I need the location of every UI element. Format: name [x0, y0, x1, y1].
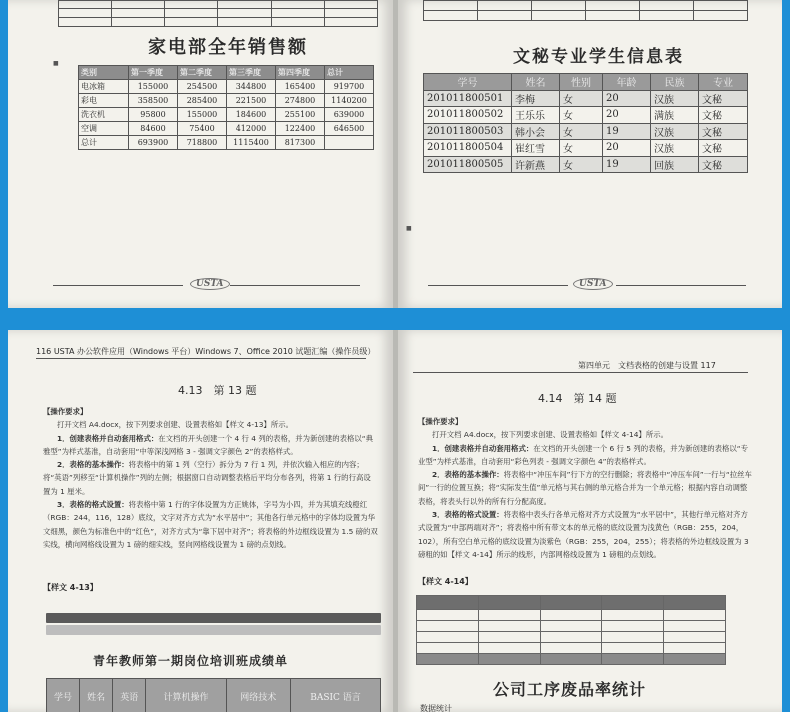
table-cell: 75400 — [178, 122, 227, 136]
table-cell: 412000 — [227, 122, 276, 136]
table-cell: 274800 — [276, 94, 325, 108]
sample-title: 公司工序废品率统计 — [493, 680, 647, 699]
table-cell: 满族 — [651, 107, 699, 124]
header-cell: 第三季度 — [227, 66, 276, 80]
table-cell: 20 — [603, 107, 651, 124]
footer-rule — [616, 285, 746, 286]
row-label: 洗衣机 — [79, 108, 129, 122]
table-cell: 201011800502 — [424, 107, 512, 124]
intro-line: 打开文档 A4.docx，按下列要求创建、设置表格如【样文 4-14】所示。 — [432, 430, 668, 440]
footer-rule — [230, 285, 360, 286]
step-heading: 1．创建表格并自动套用格式： — [432, 443, 534, 453]
table-row — [79, 80, 374, 94]
table-cell: 女 — [560, 156, 603, 173]
header-cell: 年龄 — [603, 74, 651, 91]
sample-table-bars — [46, 613, 381, 637]
table-cell: 693900 — [129, 136, 178, 150]
table-cell: 639000 — [325, 108, 374, 122]
publisher-logo: USTA — [190, 278, 230, 290]
requirements-label: 【操作要求】 — [418, 417, 463, 426]
table-cell: 184600 — [227, 108, 276, 122]
step-text: 将表格中“冲压车间”行下方的空行删除；将表格中“冲压车间”一行与“拉丝车间”一行的位置互换；将“实际发生值”单元格与其右侧的单元格合并为一个单元格；根据内容自动调整表格，将表头行以外的所有行分配高度。 — [418, 470, 752, 506]
top-photo-panel — [8, 0, 782, 308]
light-bar — [46, 625, 381, 635]
table-cell: 165400 — [276, 80, 325, 94]
top-left-remnant-table — [58, 0, 378, 27]
table-cell: 95800 — [129, 108, 178, 122]
table-cell: 20 — [603, 90, 651, 107]
sales-table — [78, 65, 374, 150]
header-rule — [413, 372, 748, 373]
header-cell: 民族 — [651, 74, 699, 91]
table-cell: 817300 — [276, 136, 325, 150]
table-cell — [325, 136, 374, 150]
intro-line: 打开文档 A4.docx，按下列要求创建、设置表格如【样文 4-13】所示。 — [57, 420, 293, 430]
header-cell: 英语 — [113, 679, 146, 712]
table-cell: 文秘 — [699, 140, 748, 157]
step-heading: 3．表格的格式设置： — [432, 510, 504, 520]
margin-dot: ■ — [406, 225, 412, 232]
student-table-title: 文秘专业学生信息表 — [513, 47, 684, 67]
header-cell: 专业 — [699, 74, 748, 91]
header-cell: 网络技术 — [226, 679, 291, 712]
table-cell: 201011800503 — [424, 123, 512, 140]
dark-bar — [46, 613, 381, 623]
table-cell: 汉族 — [651, 140, 699, 157]
table-cell: 254500 — [178, 80, 227, 94]
step-heading: 2．表格的基本操作： — [57, 460, 129, 470]
running-head: 第四单元 文档表格的创建与设置 117 — [578, 361, 716, 370]
table-cell: 文秘 — [699, 90, 748, 107]
row-label: 电冰箱 — [79, 80, 129, 94]
table-cell: 221500 — [227, 94, 276, 108]
table-cell: 回族 — [651, 156, 699, 173]
table-cell: 344800 — [227, 80, 276, 94]
table-row — [424, 140, 748, 157]
header-cell: 第一季度 — [129, 66, 178, 80]
step-text: 将表格中第 1 行的字体设置为方正姚体，字号为小四，并为其填充线橙红（RGB：244，116，128）底纹，文字对齐方式为“水平居中”；其他各行单元格中的字体均设置为华文细黑，颜色为标准色中的“红色”，对齐方式为“靠下居中对齐”；将表格的外边框线设置为 1.5 磅的双实线，横向网格线设置为 1 磅的细实线，竖向网格线设置为 1 磅的点划线。 — [43, 500, 378, 549]
header-cell: 姓名 — [512, 74, 560, 91]
table-cell: 汉族 — [651, 90, 699, 107]
table-cell: 255100 — [276, 108, 325, 122]
table-cell: 女 — [560, 123, 603, 140]
sample-title: 青年教师第一期岗位培训班成绩单 — [93, 654, 289, 668]
table-cell: 20 — [603, 140, 651, 157]
table-cell: 646500 — [325, 122, 374, 136]
row-label: 彩电 — [79, 94, 129, 108]
bottom-photo-panel — [8, 330, 782, 712]
step-heading: 1．创建表格并自动套用格式： — [57, 433, 159, 443]
running-head: 116 USTA 办公软件应用（Windows 平台）Windows 7、Office 2010 试题汇编（操作员级） — [36, 347, 376, 356]
table-row — [424, 90, 748, 107]
top-right-remnant-table — [423, 0, 748, 21]
margin-dot: ■ — [53, 60, 59, 67]
table-cell: 718800 — [178, 136, 227, 150]
sample-grade-table — [46, 678, 381, 712]
sales-table-title: 家电部全年销售额 — [148, 37, 308, 58]
instructions-text — [43, 405, 378, 551]
step-1 — [43, 432, 378, 459]
table-cell: 王乐乐 — [512, 107, 560, 124]
table-cell: 919700 — [325, 80, 374, 94]
table-cell: 女 — [560, 107, 603, 124]
bottom-left-page — [8, 330, 393, 712]
header-cell: 第四季度 — [276, 66, 325, 80]
table-cell: 女 — [560, 90, 603, 107]
step-text: 在文档的开头创建一个 4 行 4 列的表格，并为新创建的表格以“典雅型”为样式基准，自动套用“中等深浅网格 3 - 强调文字颜色 2”的表格样式。 — [43, 433, 374, 456]
table-cell: 1115400 — [227, 136, 276, 150]
footer-rule — [53, 285, 183, 286]
sales-header-row — [79, 66, 374, 80]
table-row — [79, 94, 374, 108]
header-cell: 学号 — [47, 679, 80, 712]
sample-label: 【样文 4-14】 — [418, 577, 473, 586]
header-cell: 计算机操作 — [146, 679, 226, 712]
step-text: 在文档的开头创建一个 6 行 5 列的表格，并为新创建的表格以“专业型”为样式基准，自动套用“彩色列表 - 强调文字颜色 4”的表格样式。 — [418, 443, 749, 466]
bottom-right-page — [398, 330, 782, 712]
header-cell: 第二季度 — [178, 66, 227, 80]
table-cell: 李梅 — [512, 90, 560, 107]
step-heading: 2．表格的基本操作： — [432, 470, 504, 480]
sample-header-row — [47, 679, 381, 712]
table-cell: 文秘 — [699, 107, 748, 124]
table-cell: 19 — [603, 156, 651, 173]
step-text: 将表格中的第 1 列（空行）拆分为 7 行 1 列，并依次输入相应的内容；将“英语”列移至“计算机操作”列的左侧；根据窗口自动调整表格后平均分布各列，将第 1 行的行高设置为 1 厘米。 — [43, 460, 371, 496]
table-row — [79, 108, 374, 122]
top-right-page — [398, 0, 782, 308]
requirements-label: 【操作要求】 — [43, 407, 88, 416]
header-cell: 总计 — [325, 66, 374, 80]
step-text: 将表格中表头行各单元格对齐方式设置为“水平居中”，其他行单元格对齐方式设置为“中部两端对齐”；将表格中所有带文本的单元格的底纹设置为浅黄色（RGB：255，204，102），所有空白单元格的底纹设置为淡紫色（RGB：255，204，255）；将表格的外边框线设置为 3 磅粗的如【样文 4-14】所示的线形，内部网格线设置为 1 磅粗的点划线。 — [418, 510, 749, 559]
header-cell: 性别 — [560, 74, 603, 91]
header-cell: 学号 — [424, 74, 512, 91]
top-left-page — [8, 0, 393, 308]
data-stats-label: 数据统计 — [420, 704, 452, 712]
table-cell: 19 — [603, 123, 651, 140]
sample-blank-table — [416, 595, 726, 665]
table-row — [424, 156, 748, 173]
table-cell: 女 — [560, 140, 603, 157]
footer-rule — [428, 285, 568, 286]
instructions-text — [418, 415, 753, 561]
table-cell: 155000 — [129, 80, 178, 94]
step-2 — [418, 468, 753, 508]
table-cell: 汉族 — [651, 123, 699, 140]
table-cell: 84600 — [129, 122, 178, 136]
student-header-row — [424, 74, 748, 91]
table-cell: 201011800501 — [424, 90, 512, 107]
table-cell: 201011800504 — [424, 140, 512, 157]
table-cell: 358500 — [129, 94, 178, 108]
table-cell: 122400 — [276, 122, 325, 136]
step-2 — [43, 458, 378, 498]
table-cell: 1140200 — [325, 94, 374, 108]
table-cell: 崔红雪 — [512, 140, 560, 157]
table-cell: 201011800505 — [424, 156, 512, 173]
row-label: 总计 — [79, 136, 129, 150]
table-row — [424, 107, 748, 124]
table-row — [79, 136, 374, 150]
sample-label: 【样文 4-13】 — [43, 583, 98, 592]
step-3 — [418, 508, 753, 561]
header-cell: 姓名 — [80, 679, 113, 712]
table-cell: 许新燕 — [512, 156, 560, 173]
table-cell: 文秘 — [699, 123, 748, 140]
header-cell: 类别 — [79, 66, 129, 80]
header-cell: BASIC 语言 — [291, 679, 381, 712]
section-title: 4.14 第 14 题 — [538, 392, 617, 405]
header-rule — [36, 358, 366, 359]
step-3 — [43, 498, 378, 551]
table-cell: 文秘 — [699, 156, 748, 173]
step-heading: 3．表格的格式设置： — [57, 500, 129, 510]
student-info-table — [423, 73, 748, 173]
publisher-logo: USTA — [573, 278, 613, 290]
row-label: 空调 — [79, 122, 129, 136]
table-cell: 155000 — [178, 108, 227, 122]
table-cell: 285400 — [178, 94, 227, 108]
table-cell: 韩小会 — [512, 123, 560, 140]
step-1 — [418, 442, 753, 469]
table-row — [79, 122, 374, 136]
section-title: 4.13 第 13 题 — [178, 384, 257, 397]
table-row — [424, 123, 748, 140]
